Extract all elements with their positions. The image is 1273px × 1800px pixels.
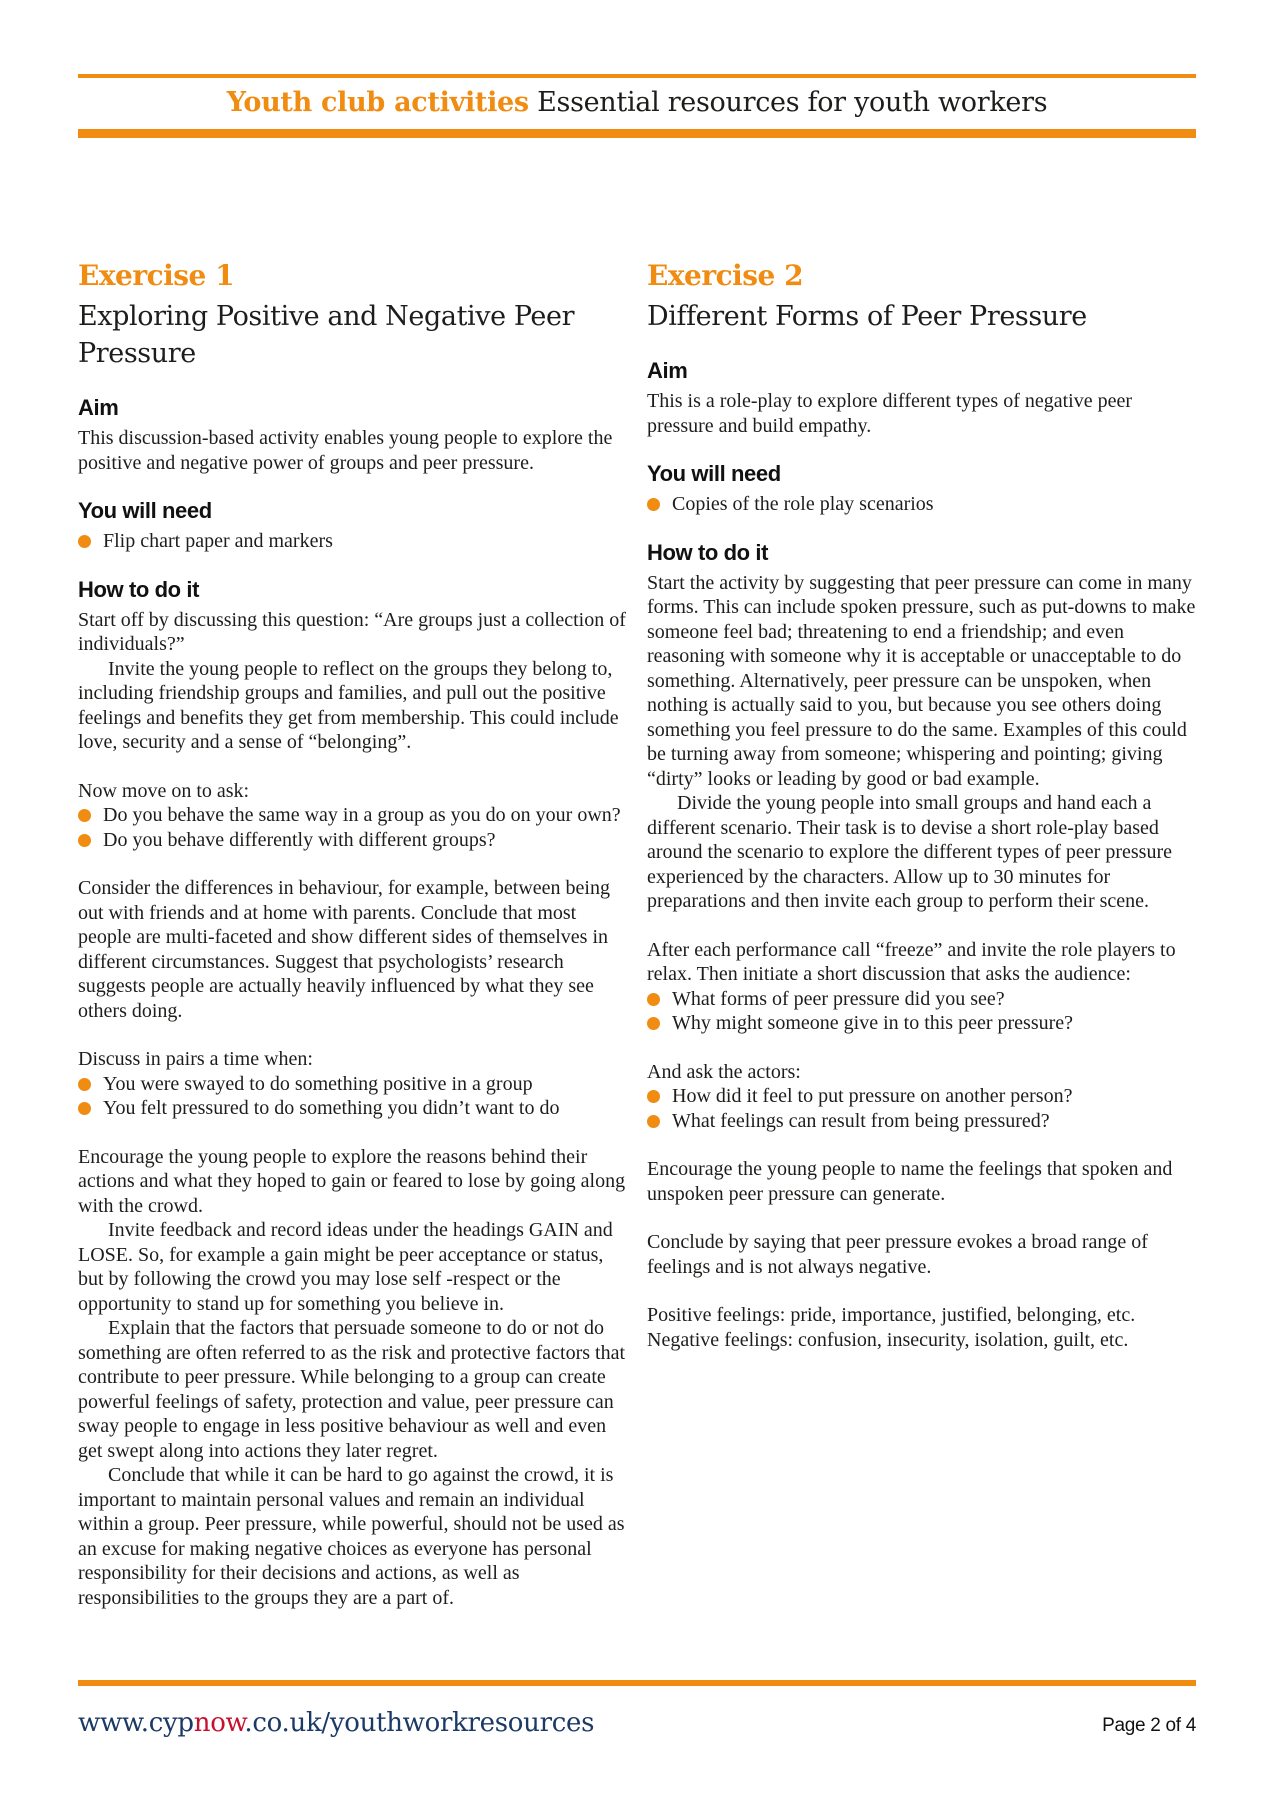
paragraph: Consider the differences in behaviour, for example, between being out with friends and at home with parents. Conclude that most people are multi-faceted and show different sides of themselves in different circumstances. Suggest that psychologists’ research suggests people are actually heavily influenced by what they see others doing.	[78, 877, 610, 1022]
bullet-list	[647, 492, 1196, 517]
paragraph: And ask the actors:	[647, 1060, 801, 1083]
footer-url-prefix: www.cyp	[78, 1708, 194, 1738]
paragraph: Start the activity by suggesting that peer pressure can come in many forms. This can include spoken pressure, such as put-downs to make someone feel bad; threatening to end a friendship; and even reasoning with someone why it is acceptable or unacceptable to do something. Alternatively, peer pressure can be unspoken, when nothing is actually said to you, but because you see others doing something you feel pressure to do the same. Examples of this could be turning away from someone; whispering and pointing; giving “dirty” looks or leading by good or bad example.	[647, 571, 1196, 790]
exercise-2-kicker: Exercise 2	[647, 259, 804, 292]
section-heading: How to do it	[78, 576, 200, 602]
exercise-1-column	[78, 260, 627, 1610]
bullet-text: How did it feel to put pressure on another person?	[672, 1085, 1073, 1107]
bullet-list	[647, 987, 1196, 1036]
footer-row	[78, 1686, 1196, 1738]
paragraph: Encourage the young people to explore the reasons behind their actions and what they hoped to gain or feared to lose by going along with the crowd.	[78, 1145, 626, 1217]
masthead-title	[78, 78, 1196, 129]
bullet-item	[647, 1011, 1196, 1036]
paragraph: Divide the young people into small groups and hand each a different scenario. Their task is to devise a short role-play based around the scenario to explore the different types of peer pressure experienced by the characters. Allow up to 30 minutes for preparations and then invite each group to perform their scene.	[647, 792, 1172, 912]
bullet-item	[647, 1109, 1196, 1134]
paragraph: Discuss in pairs a time when:	[78, 1048, 313, 1070]
paragraph: This is a role-play to explore different types of negative peer pressure and build empathy.	[647, 390, 1133, 437]
paragraph: Positive feelings: pride, importance, justified, belonging, etc.	[647, 1304, 1136, 1326]
bullet-text: Do you behave the same way in a group as you do on your own?	[103, 804, 621, 826]
bullet-icon	[647, 498, 660, 511]
bullet-icon	[647, 1090, 660, 1103]
paragraph: Encourage the young people to name the feelings that spoken and unspoken peer pressure can generate.	[647, 1158, 1173, 1205]
bullet-list	[647, 1084, 1196, 1133]
section-heading: How to do it	[647, 539, 769, 565]
bullet-list	[78, 1072, 627, 1121]
bullet-text: Copies of the role play scenarios	[672, 493, 934, 515]
page-number-label: Page 2 of 4	[1102, 1715, 1196, 1736]
bullet-icon	[647, 1017, 660, 1030]
bullet-icon	[78, 535, 91, 548]
paragraph: Explain that the factors that persuade someone to do or not do something are often referred to as the risk and protective factors that contribute to peer pressure. While belonging to a group can create powerful feelings of safety, protection and value, peer pressure can sway people to engage in less positive behaviour as well and even get swept along into actions they later regret.	[78, 1317, 626, 1462]
paragraph: This discussion-based activity enables young people to explore the positive and negative power of groups and peer pressure.	[78, 427, 613, 474]
bullet-icon	[78, 809, 91, 822]
paragraph: Now move on to ask:	[78, 779, 250, 802]
footer-url-link[interactable]	[78, 1708, 594, 1738]
brand-name: Youth club activities	[226, 87, 529, 118]
bullet-list	[78, 803, 627, 852]
masthead-bottom-rule	[78, 129, 1196, 138]
bullet-icon	[647, 993, 660, 1006]
bullet-text: You were swayed to do something positive in a group	[103, 1072, 533, 1095]
bullet-text: Why might someone give in to this peer pressure?	[672, 1012, 1074, 1034]
bullet-item	[647, 1084, 1196, 1109]
section-heading: You will need	[647, 461, 781, 486]
bullet-text: Flip chart paper and markers	[103, 530, 333, 552]
bullet-list	[78, 529, 627, 554]
bullet-text: Do you behave differently with different groups?	[103, 828, 496, 851]
bullet-text: What feelings can result from being pressured?	[672, 1109, 1050, 1132]
bullet-icon	[78, 1078, 91, 1091]
paragraph: Invite the young people to reflect on the groups they belong to, including friendship groups and families, and pull out the positive feelings and benefits they get from membership. This could include love, security and a sense of “belonging”.	[78, 657, 619, 753]
page-footer	[78, 1680, 1196, 1738]
paragraph: Negative feelings: confusion, insecurity, isolation, guilt, etc.	[647, 1328, 1129, 1351]
paragraph: Conclude by saying that peer pressure evokes a broad range of feelings and is not always negative.	[647, 1231, 1148, 1278]
bullet-item	[78, 828, 627, 853]
exercise-blocks	[647, 358, 1196, 1352]
exercise-1-kicker: Exercise 1	[78, 259, 235, 292]
exercise-columns	[78, 260, 1196, 1610]
paragraph: Start off by discussing this question: “Are groups just a collection of individuals?”	[78, 608, 626, 655]
bullet-icon	[78, 834, 91, 847]
bullet-item	[78, 529, 627, 554]
bullet-item	[78, 1096, 627, 1121]
exercise-blocks	[78, 395, 627, 1610]
section-heading: You will need	[78, 498, 212, 523]
bullet-text: What forms of peer pressure did you see?	[672, 987, 1005, 1010]
paragraph: After each performance call “freeze” and invite the role players to relax. Then initiate a short discussion that asks the audience:	[647, 938, 1176, 985]
footer-url-suffix: .co.uk/youthworkresources	[244, 1708, 595, 1738]
bullet-item	[78, 803, 627, 828]
bullet-item	[78, 1072, 627, 1097]
paragraph: Invite feedback and record ideas under the headings GAIN and LOSE. So, for example a gain might be peer acceptance or status, but by following the crowd you may lose self -respect or the opportunity to stand up for something you believe in.	[78, 1219, 613, 1315]
bullet-icon	[78, 1102, 91, 1115]
masthead	[78, 0, 1196, 138]
footer-url-highlight: now	[193, 1708, 245, 1738]
masthead-tagline: Essential resources for youth workers	[528, 87, 1048, 118]
bullet-item	[647, 987, 1196, 1012]
section-heading: Aim	[78, 395, 119, 420]
exercise-2-title: Different Forms of Peer Pressure	[647, 301, 1087, 332]
exercise-2-column	[647, 260, 1196, 1610]
section-heading: Aim	[647, 358, 688, 383]
bullet-icon	[647, 1115, 660, 1128]
bullet-item	[647, 492, 1196, 517]
exercise-1-title: Exploring Positive and Negative Peer Pressure	[78, 301, 575, 369]
paragraph: Conclude that while it can be hard to go against the crowd, it is important to maintain personal values and remain an individual within a group. Peer pressure, while powerful, should not be used as an excuse for making negative choices as everyone has personal responsibility for their decisions and actions, as well as responsibilities to the groups they are a part of.	[78, 1464, 625, 1609]
bullet-text: You felt pressured to do something you didn’t want to do	[103, 1097, 560, 1119]
